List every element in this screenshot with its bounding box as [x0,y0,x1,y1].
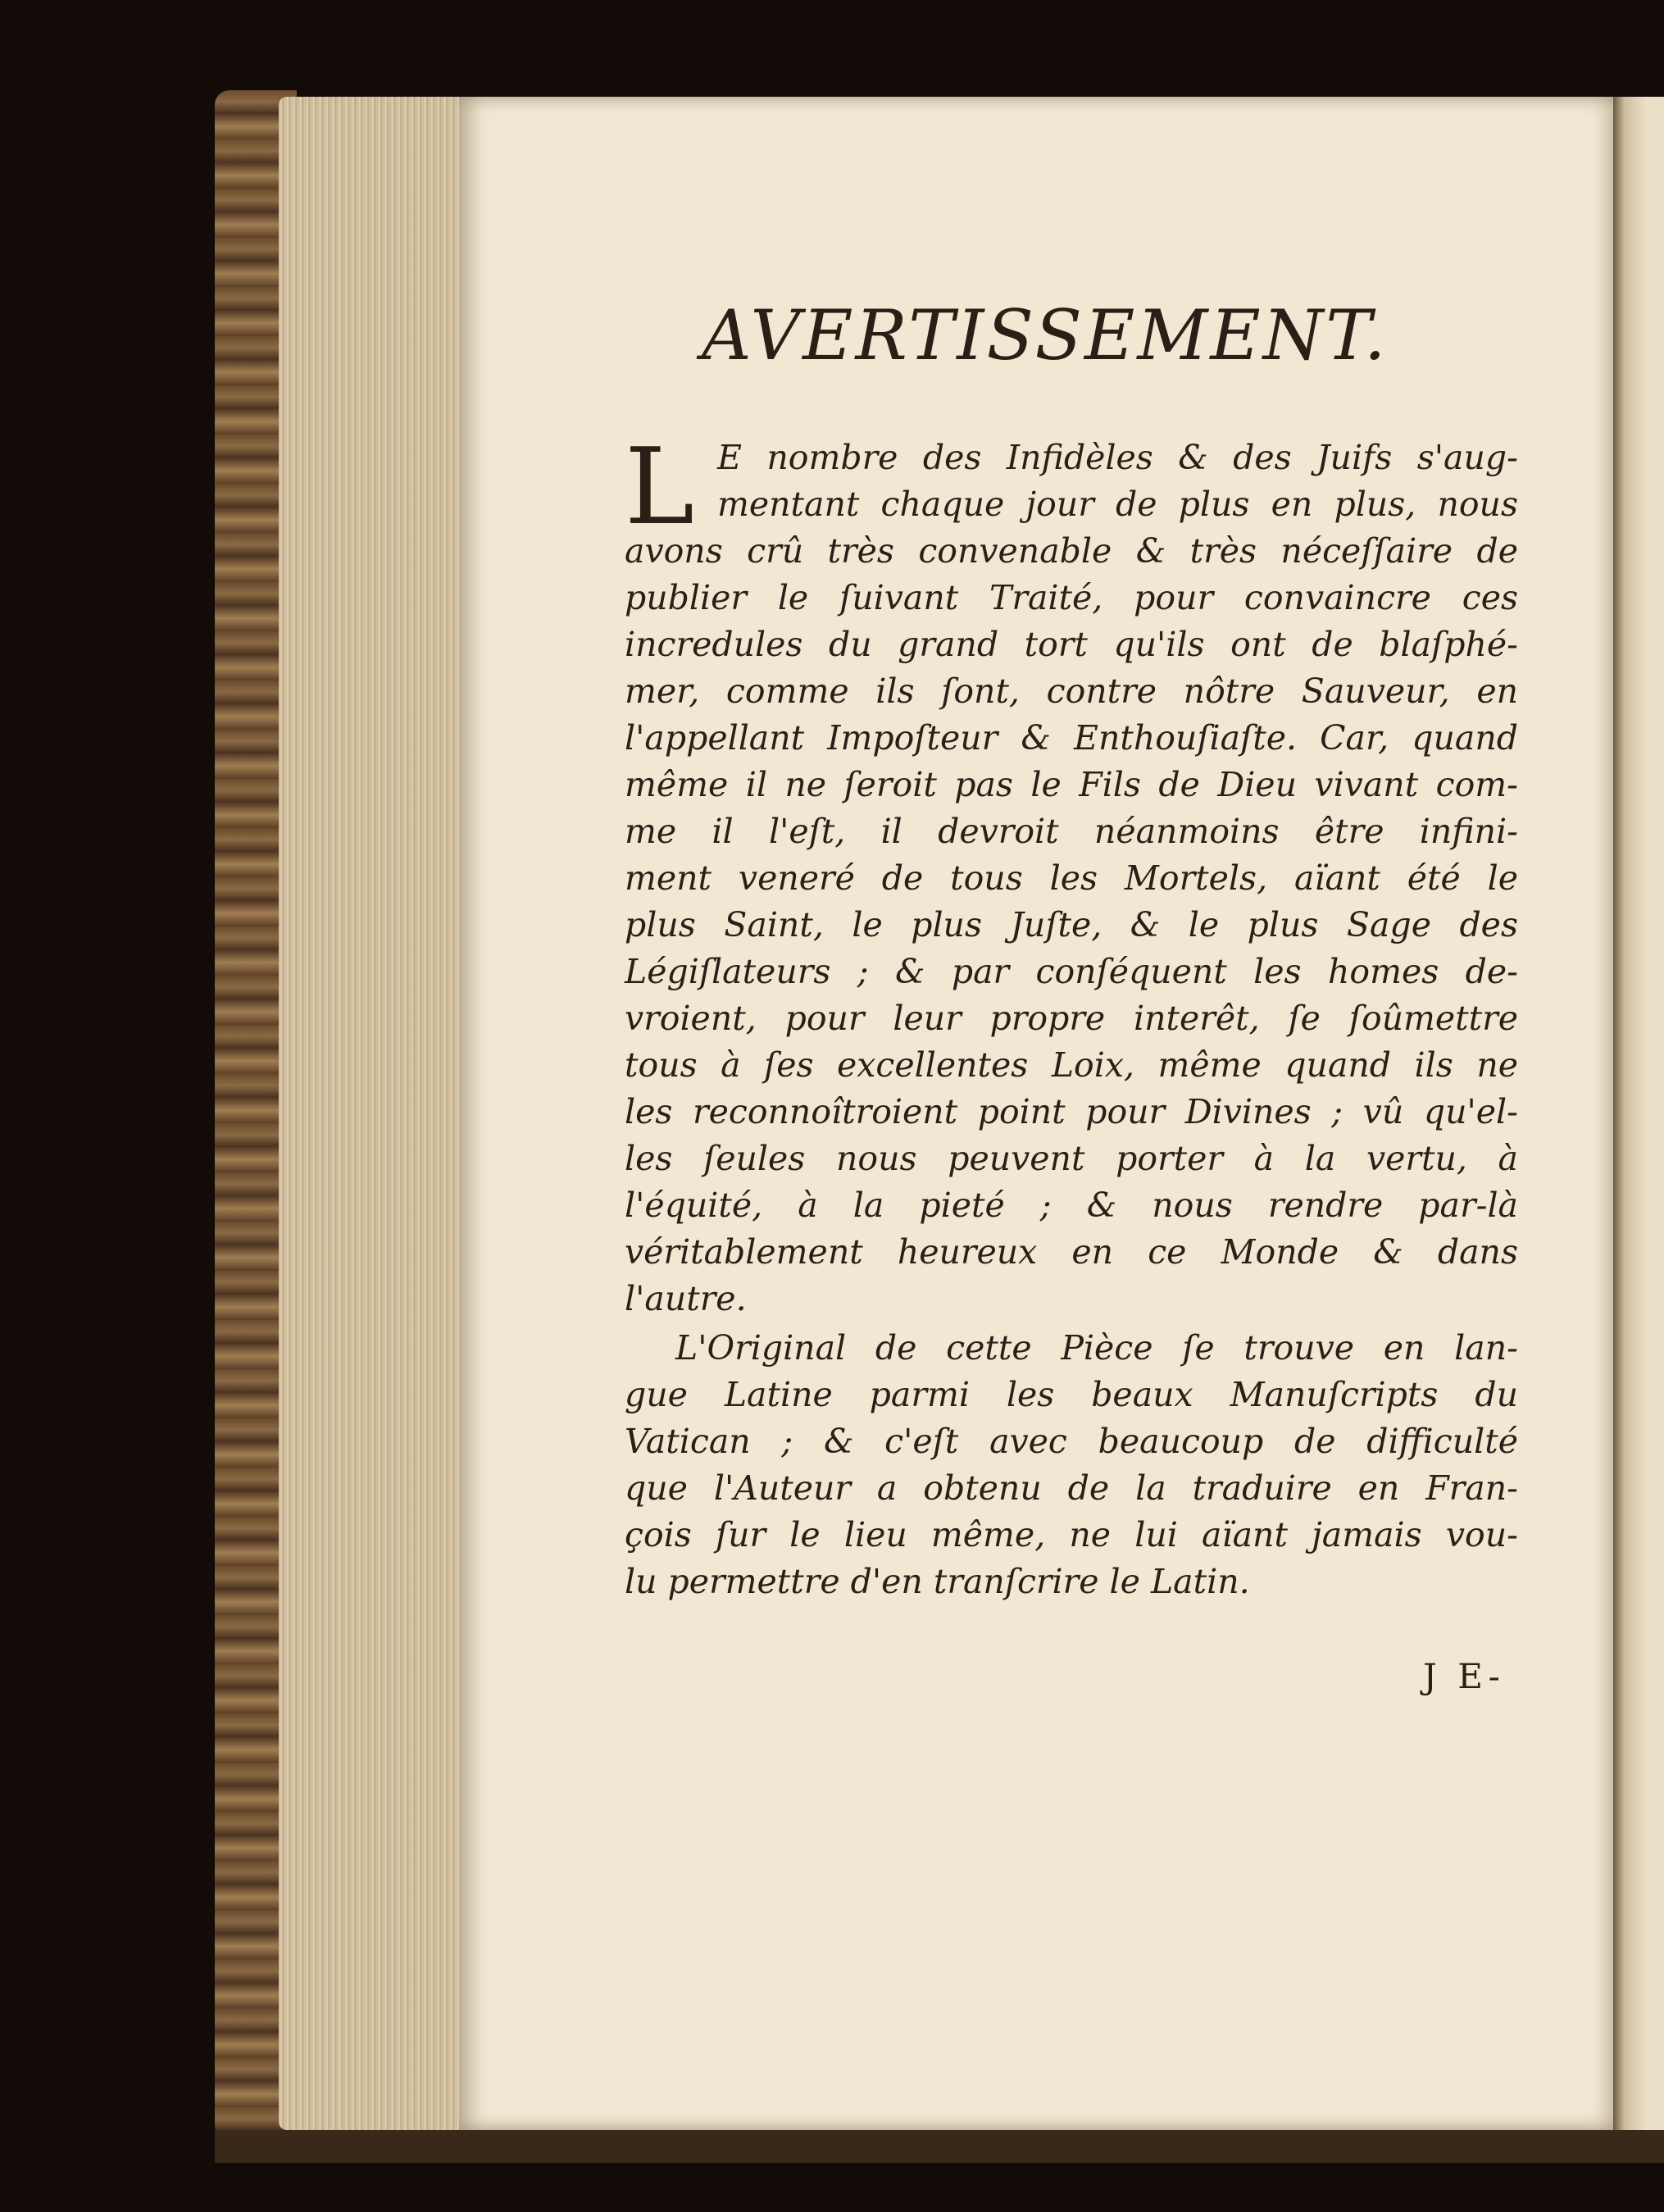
text-line: vroient, pour leur propre interêt, ſe ſoûmettre [625,999,1518,1038]
text-line: publier le ſuivant Traité, pour convaincre ces [625,578,1518,617]
text-line: Légiſlateurs ; & par conſéquent les homes de- [625,952,1518,991]
text-line: me il l'eſt, il devroit néanmoins être infini- [625,812,1518,851]
drop-cap: L [625,426,694,548]
text-line: incredules du grand tort qu'ils ont de blaſphé- [625,625,1518,664]
text-line: l'autre. [625,1279,747,1318]
text-line: mentant chaque jour de plus en plus, nous [717,485,1518,524]
text-line: Vatican ; & c'eſt avec beaucoup de difficulté [625,1422,1518,1461]
text-line: les ſeules nous peuvent porter à la vertu, à [625,1139,1518,1178]
text-line: lu permettre d'en tranſcrire le Latin. [625,1562,1250,1601]
catchword: J E- [1423,1656,1505,1696]
text-line: mer, comme ils ſont, contre nôtre Sauveur, en [625,671,1518,711]
text-line: véritablement heureux en ce Monde & dans [625,1232,1518,1272]
text-line: avons crû très convenable & très néceſſaire de [625,531,1518,571]
paragraph-2 [625,1325,1518,1605]
text-line: même il ne ſeroit pas le Fils de Dieu vivant com- [625,765,1518,804]
text-line: gue Latine parmi les beaux Manuſcripts du [625,1375,1518,1414]
text-line: les reconnoîtroient point pour Divines ; vû qu'el- [625,1092,1518,1131]
text-line: ment veneré de tous les Mortels, aïant été le [625,858,1518,898]
paragraph-1-opening [717,435,1518,528]
text-line: L'Original de cette Pièce ſe trouve en lan- [675,1328,1518,1368]
book-cover-bottom [215,2130,1664,2163]
text-line: que l'Auteur a obtenu de la traduire en Fran- [625,1468,1518,1508]
paragraph-1 [625,528,1518,1322]
page-heading: AVERTISSEMENT. [702,295,1389,375]
text-line: l'équité, à la pieté ; & nous rendre par-là [625,1186,1518,1225]
text-line: çois ſur le lieu même, ne lui aïant jamais vou- [625,1515,1518,1554]
facing-page-edge [1613,97,1664,2130]
page-edges [279,97,467,2130]
text-line: tous à ſes excellentes Loix, même quand ils ne [625,1045,1518,1085]
text-line: plus Saint, le plus Juſte, & le plus Sage des [625,905,1518,944]
text-line: l'appellant Impoſteur & Enthouſiaſte. Car, quand [625,718,1518,758]
text-line: E nombre des Infidèles & des Juifs s'aug- [717,438,1518,477]
